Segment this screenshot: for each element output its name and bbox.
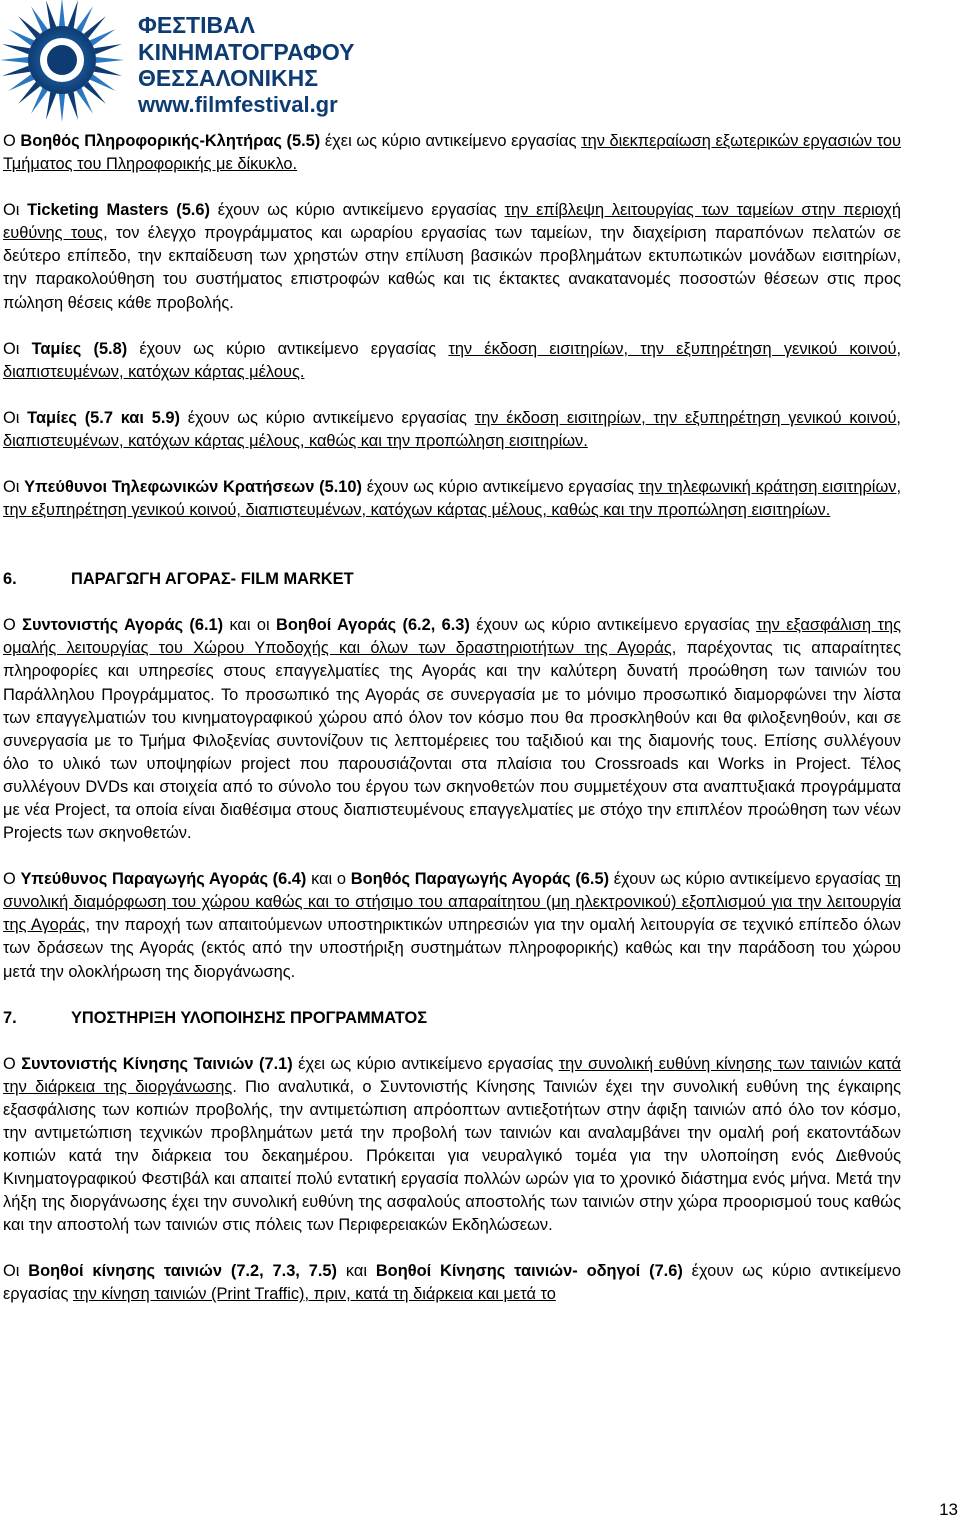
document-body bbox=[3, 130, 901, 1330]
festival-logo bbox=[0, 0, 380, 125]
paragraph bbox=[3, 868, 901, 983]
underlined-text: την εξασφάλιση της ομαλής λειτουργίας του Χώρου Υποδοχής και όλων των δραστηριοτήτων της Αγοράς bbox=[3, 616, 902, 658]
bold-text: Συντονιστής Αγοράς (6.1) bbox=[22, 616, 224, 635]
text-run: Οι bbox=[3, 339, 32, 358]
sun-ray bbox=[2, 44, 30, 54]
bold-text: Υπεύθυνος Παραγωγής Αγοράς (6.4) bbox=[20, 870, 307, 889]
text-run: και οι bbox=[223, 616, 277, 635]
section-heading-6: 6. ΠΑΡΑΓΩΓΗ ΑΓΟΡΑΣ- FILM MARKET bbox=[3, 570, 354, 589]
paragraph bbox=[3, 1053, 901, 1238]
paragraph bbox=[3, 338, 901, 384]
section-heading-7: 7. ΥΠΟΣΤΗΡΙΞΗ ΥΛΟΠΟΙΗΣΗΣ ΠΡΟΓΡΑΜΜΑΤΟΣ bbox=[3, 1008, 428, 1027]
sun-ray bbox=[8, 29, 34, 46]
bold-text: Συντονιστής Κίνησης Ταινιών (7.1) bbox=[21, 1054, 293, 1073]
text-run: έχουν ως κύριο αντικείμενο εργασίας bbox=[469, 616, 757, 635]
bold-text: Ταμίες (5.8) bbox=[31, 339, 128, 358]
bold-text: Βοηθοί Κίνησης ταινιών- οδηγοί (7.6) bbox=[375, 1262, 683, 1281]
paragraph bbox=[3, 130, 901, 176]
sun-ray bbox=[0, 57, 28, 63]
bold-text: Βοηθός Παραγωγής Αγοράς (6.5) bbox=[350, 870, 610, 889]
text-run: . Πιο αναλυτικά, ο Συντονιστής Κίνησης Ταινιών έχει την συνολική ευθύνη της έγκαιρης εξασφάλισης των κοπιών προβολής, την αντιμετώπιση απρόοπτων αντιεξοτήτων στην άφιξη ταινιών από όλο τον κόσμο, την αντιμετώπιση τεχνικών προβλημάτων μετά την προβολή των ταινιών και αναλαμβάνει την ομαλή ροή εκατοντάδων κοπιών κατά την διάρκεια του δεκαημέρου. Πρόκειται για νευραλγικό τομέα για την υλοποίηση ενός Διεθνούς Κινηματογραφικού Φεστιβάλ και απαιτεί πολύ εντατική εργασία πολλών ωρών για το χρονικό διάστημα ενός μήνα. Μετά την λήξη της διοργάνωσης έχει την συνολική ευθύνη της ασφαλούς αποστολής των ταινιών στην χώρα προορισμού τους καθώς και την αποστολή των ταινιών στις πόλεις των Περιφερειακών Εκδηλώσεων. bbox=[3, 1077, 901, 1235]
text-run: Οι bbox=[3, 408, 28, 427]
paragraph bbox=[3, 199, 901, 314]
sun-ray bbox=[2, 66, 30, 76]
text-run: Ο bbox=[3, 132, 21, 150]
sun-ray bbox=[46, 92, 56, 120]
underlined-text: τη συνολική διαμόρφωση του χώρου καθώς και το στήσιμο του απαραίτητου (μη ηλεκτρονικού) εξοπλισμού για την λειτουργία της Αγοράς bbox=[3, 870, 901, 935]
text-run: έχουν ως κύριο αντικείμενο εργασίας bbox=[209, 201, 505, 220]
sun-ray bbox=[68, 92, 78, 120]
text-run: και bbox=[336, 1262, 376, 1281]
text-run: Οι bbox=[3, 1262, 29, 1281]
page-number: 13 bbox=[939, 1500, 958, 1519]
sun-ray bbox=[76, 88, 93, 114]
text-run: έχουν ως κύριο αντικείμενο εργασίας bbox=[127, 339, 449, 358]
text-run: Ο bbox=[3, 1054, 22, 1073]
logo-line-2: ΚΙΝΗΜΑΤΟΓΡΑΦΟΥ bbox=[138, 38, 355, 65]
bold-text: Βοηθός Πληροφορικής-Κλητήρας (5.5) bbox=[20, 132, 321, 150]
sun-ray bbox=[96, 57, 124, 63]
sun-ray bbox=[31, 6, 48, 32]
sun-ray bbox=[46, 0, 56, 28]
text-run: Ο bbox=[3, 616, 23, 635]
bold-text: Ticketing Masters (5.6) bbox=[27, 201, 210, 220]
text-run: έχουν ως κύριο αντικείμενο εργασίας bbox=[3, 1262, 901, 1304]
text-run: έχει ως κύριο αντικείμενο εργασίας bbox=[320, 132, 582, 150]
text-run: έχουν ως κύριο αντικείμενο εργασίας bbox=[609, 870, 886, 889]
logo-line-1: ΦΕΣΤΙΒΑΛ bbox=[138, 12, 256, 38]
sun-ray bbox=[59, 0, 65, 26]
text-run: , την παροχή των απαιτούμενων υποστηρικτικών υπηρεσιών για την ομαλή λειτουργία σε τεχνικό επίπεδο όλων των δράσεων της Αγοράς (εκτός από την υποστήριξη συστημάτων πληροφορικής) καθώς και την παράδοση του χώρου μετά την ολοκλήρωση της διοργάνωσης. bbox=[3, 916, 901, 981]
logo-line-3: ΘΕΣΣΑΛΟΝΙΚΗΣ bbox=[138, 65, 319, 91]
sun-ray bbox=[31, 88, 48, 114]
underlined-text: την διεκπεραίωση εξωτερικών εργασιών του Τμήματος του Πληροφορικής με δίκυκλο. bbox=[3, 132, 901, 174]
bold-text: Βοηθοί Αγοράς (6.2, 6.3) bbox=[276, 616, 470, 635]
text-run: Ο bbox=[3, 870, 21, 889]
text-run: Οι bbox=[3, 478, 25, 497]
text-run: έχουν ως κύριο αντικείμενο εργασίας bbox=[179, 408, 475, 427]
sun-emblem-icon bbox=[0, 0, 135, 125]
sun-ray bbox=[68, 0, 78, 28]
sun-ray bbox=[94, 44, 122, 54]
paragraph bbox=[3, 407, 901, 453]
logo-url: www.filmfestival.gr bbox=[138, 91, 338, 117]
text-run: έχουν ως κύριο αντικείμενο εργασίας bbox=[361, 478, 639, 497]
sun-ray bbox=[90, 74, 116, 91]
sun-ray bbox=[59, 94, 65, 122]
underlined-text: την έκδοση εισιτηρίων, την εξυπηρέτηση γενικού κοινού, διαπιστευμένων, κατόχων κάρτας μέλους, καθώς και την προπώληση εισιτηρίων. bbox=[3, 408, 901, 450]
text-run: Οι bbox=[3, 201, 28, 220]
underlined-text: την κίνηση ταινιών (Print Traffic), πριν, κατά τη διάρκεια και μετά το bbox=[73, 1285, 556, 1304]
sun-ray bbox=[94, 66, 122, 76]
bold-text: Ταμίες (5.7 και 5.9) bbox=[27, 408, 180, 427]
underlined-text: την επίβλεψη λειτουργίας των ταμείων στην περιοχή ευθύνης τους bbox=[3, 201, 902, 243]
paragraph bbox=[3, 614, 901, 845]
text-run: , τον έλεγχο προγράμματος και ωραρίου εργασίας των ταμείων, την διαχείριση παραπόνων πελατών σε δεύτερο επίπεδο, την εκπαίδευση των χρηστών στην επίλυση βασικών προβλημάτων εκτυπωτικών μονάδων εισιτηρίων, την παρακολούθηση του συστήματος επιστροφών καθώς και τις έκτακτες ανακατανομές ποσοστών θέσεων στις προς πώληση θέσεις κάθε προβολής. bbox=[3, 224, 901, 312]
text-run: και ο bbox=[306, 870, 351, 889]
sun-ray bbox=[76, 6, 93, 32]
text-run: , παρέχοντας τις απαραίτητες πληροφορίες και υπηρεσίες στους επαγγελματίες της Αγοράς και την καλύτερη δυνατή προώθηση των ταινιών του Παράλληλου Προγράμματος. Το προσωπικό της Αγοράς σε συνεργασία με το μόνιμο προσωπικό διαμορφώνει την λίστα των επαγγελματιών του κινηματογραφικού χώρου από όλον τον κόσμο που θα προσκληθούν και θα φιλοξενηθούν, και σε συνεργασία με το Τμήμα Φιλοξενίας συντονίζουν τις λεπτομέρειες του ταξιδιού και της διαμονής τους. Επίσης συλλέγουν όλο το υλικό των υποψηφίων project που παρουσιάζονται στα πλαίσια του Crossroads και Works in Project. Τέλος συλλέγουν DVDs και στοιχεία από το σύνολο του έργου των σκηνοθετών που συμμετέχουν στα αναπτυξιακά προγράμματα με νέα Project, τα οποία είναι διαθέσιμα στους διαπιστευμένους επαγγελματίες με στόχο την επιπλέον προώθηση των νέων Projects των σκηνοθετών. bbox=[3, 639, 901, 843]
underlined-text: την έκδοση εισιτηρίων, την εξυπηρέτηση γενικού κοινού, διαπιστευμένων, κατόχων κάρτας μέλους. bbox=[3, 339, 901, 381]
text-run: έχει ως κύριο αντικείμενο εργασίας bbox=[292, 1054, 559, 1073]
underlined-text: την συνολική ευθύνη κίνησης των ταινιών κατά την διάρκεια της διοργάνωσης bbox=[3, 1054, 902, 1096]
bold-text: Υπεύθυνοι Τηλεφωνικών Κρατήσεων (5.10) bbox=[24, 478, 362, 497]
underlined-text: την τηλεφωνική κράτηση εισιτηρίων, την εξυπηρέτηση γενικού κοινού, διαπιστευμένων, κατόχων κάρτας μέλους, καθώς και την προπώληση εισιτηρίων. bbox=[3, 478, 901, 520]
bold-text: Βοηθοί κίνησης ταινιών (7.2, 7.3, 7.5) bbox=[28, 1262, 337, 1281]
sun-ray bbox=[90, 29, 116, 46]
paragraph bbox=[3, 1260, 901, 1306]
paragraph bbox=[3, 476, 901, 522]
sun-ray bbox=[8, 74, 34, 91]
